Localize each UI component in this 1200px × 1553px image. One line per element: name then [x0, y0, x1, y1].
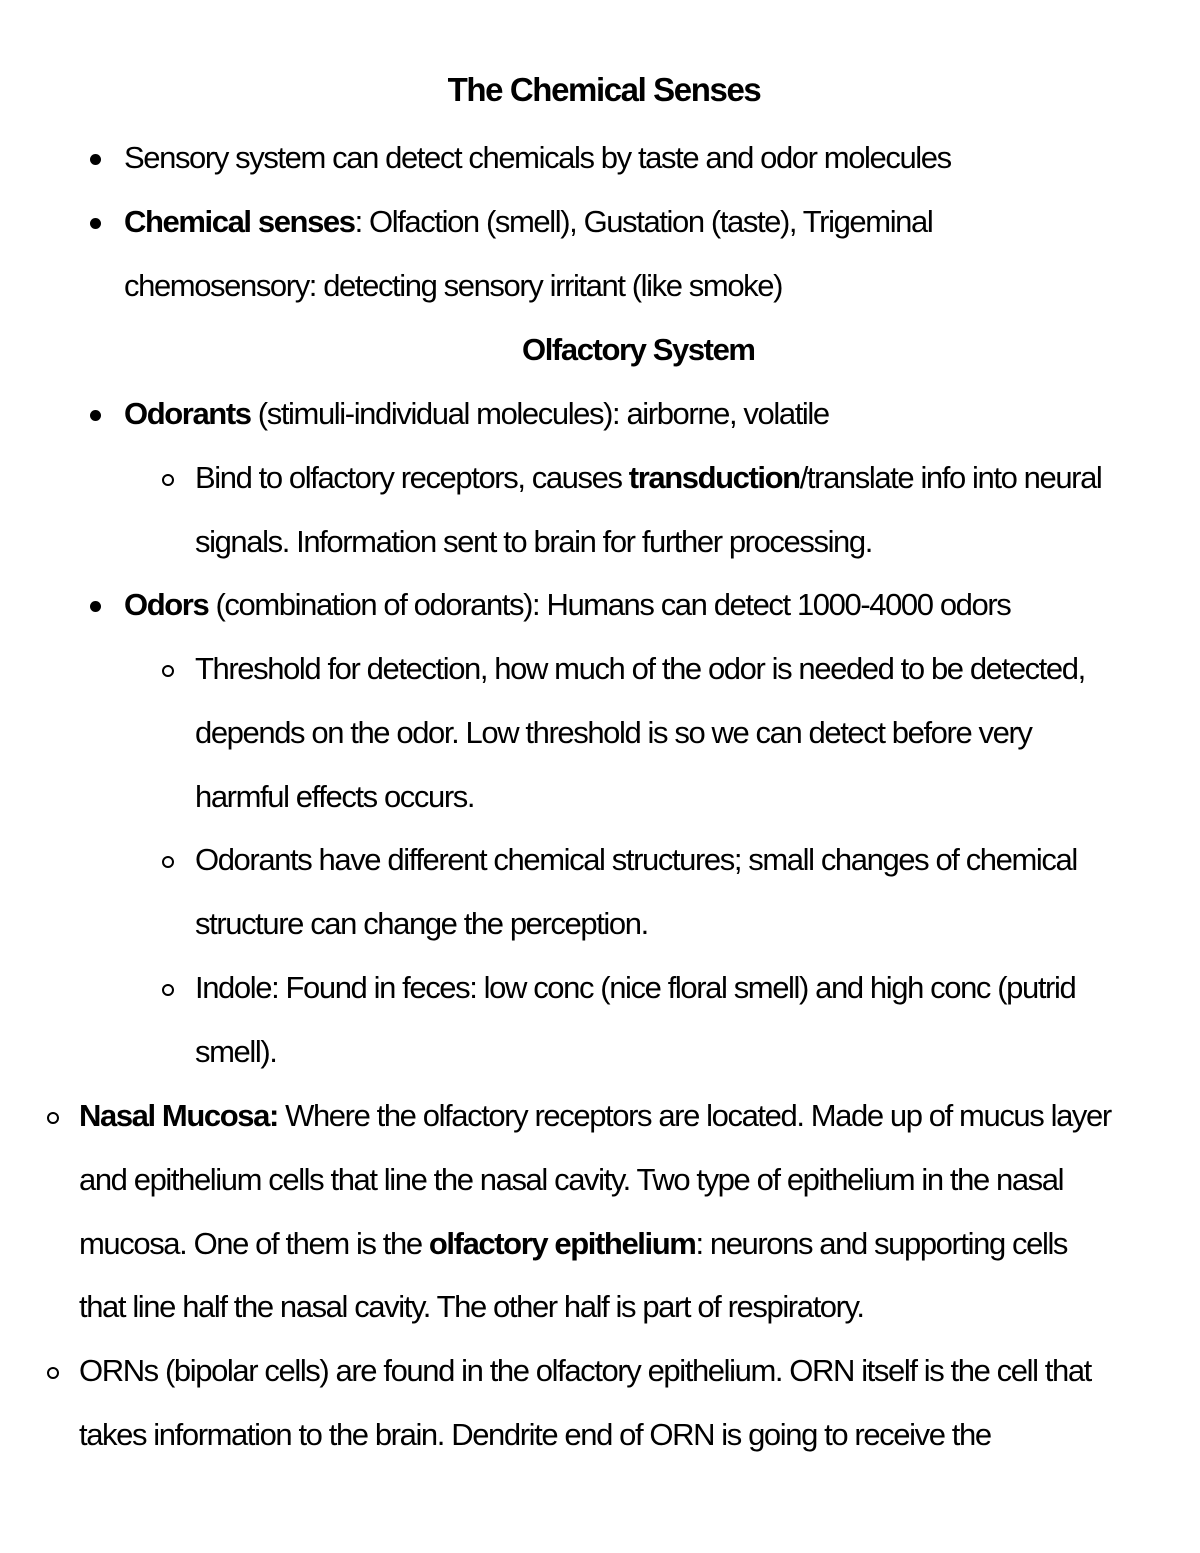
bullet-text: Bind to olfactory receptors, causes: [195, 460, 629, 495]
bullet-text: (stimuli-individual molecules): airborne, volatile: [250, 396, 829, 431]
bullet-text: harmful effects occurs.: [195, 778, 475, 814]
bullet-text: smell).: [195, 1033, 277, 1069]
bold-term: transduction: [628, 460, 800, 495]
bullet-text: that line half the nasal cavity. The other half is part of respiratory.: [79, 1289, 864, 1325]
bullet-text: depends on the odor. Low threshold is so we can detect before very: [195, 714, 1032, 750]
bullet-line: [124, 573, 1184, 637]
sub-bullet-circle: [162, 665, 174, 677]
bullet-text: Where the olfactory receptors are located. Made up of mucus layer: [277, 1098, 1111, 1133]
bold-term: Odors: [124, 587, 209, 622]
sub-bullet-threshold: [195, 637, 1195, 828]
bullet-line: [79, 1212, 1189, 1276]
bold-term: Nasal Mucosa:: [79, 1098, 278, 1133]
bold-term: Odorants: [124, 396, 251, 431]
bullet-odorants: [124, 382, 1184, 446]
bullet-sensory-system: [124, 126, 1184, 190]
bullet-text: Threshold for detection, how much of the odor is needed to be detected,: [195, 651, 1085, 686]
bullet-text: : Olfaction (smell), Gustation (taste), Trigeminal: [354, 204, 933, 239]
bullet-line: [195, 446, 1195, 510]
bullet-text: Sensory system can detect chemicals by taste and odor molecules: [124, 140, 951, 175]
bullet-disc: [90, 154, 101, 165]
sub-bullet-bind-receptors: [195, 446, 1195, 574]
sub-bullet-circle: [47, 1112, 59, 1124]
section-heading: Olfactory System: [522, 332, 755, 367]
bullet-text: Indole: Found in feces: low conc (nice floral smell) and high conc (putrid: [195, 970, 1076, 1005]
bullet-chemical-senses: [124, 190, 1184, 318]
bullet-text: mucosa. One of them is the: [79, 1225, 429, 1261]
bullet-text: ORNs (bipolar cells) are found in the olfactory epithelium. ORN itself is the cell that: [79, 1353, 1091, 1388]
bullet-disc: [90, 601, 101, 612]
bullet-text: signals. Information sent to brain for further processing.: [195, 523, 872, 559]
bullet-disc: [90, 410, 101, 421]
page-title: The Chemical Senses: [447, 71, 761, 108]
bullet-text: (combination of odorants): Humans can detect 1000-4000 odors: [208, 587, 1011, 622]
bullet-orns: [79, 1339, 1189, 1467]
sub-bullet-circle: [162, 984, 174, 996]
sub-bullet-structures: [195, 828, 1195, 956]
bullet-text: : neurons and supporting cells: [695, 1225, 1068, 1261]
bullet-odors: [124, 573, 1184, 637]
bullet-text: chemosensory: detecting sensory irritant (like smoke): [124, 267, 783, 303]
bullet-text: takes information to the brain. Dendrite end of ORN is going to receive the: [79, 1416, 991, 1452]
sub-bullet-indole: [195, 956, 1195, 1084]
bullet-text: /translate info into neural: [799, 460, 1102, 495]
bold-term: Chemical senses: [124, 204, 355, 239]
bullet-line: [79, 1084, 1189, 1148]
bullet-text: and epithelium cells that line the nasal cavity. Two type of epithelium in the nasal: [79, 1161, 1064, 1197]
sub-bullet-circle: [162, 856, 174, 868]
bold-term: olfactory epithelium: [428, 1225, 696, 1261]
bullet-disc: [90, 218, 101, 229]
bullet-text: Odorants have different chemical structures; small changes of chemical: [195, 842, 1077, 877]
sub-bullet-circle: [47, 1367, 59, 1379]
bullet-line: [124, 190, 1184, 254]
bullet-text: structure can change the perception.: [195, 905, 648, 941]
bullet-nasal-mucosa: [79, 1084, 1189, 1339]
bullet-line: [124, 382, 1184, 446]
sub-bullet-circle: [162, 474, 174, 486]
